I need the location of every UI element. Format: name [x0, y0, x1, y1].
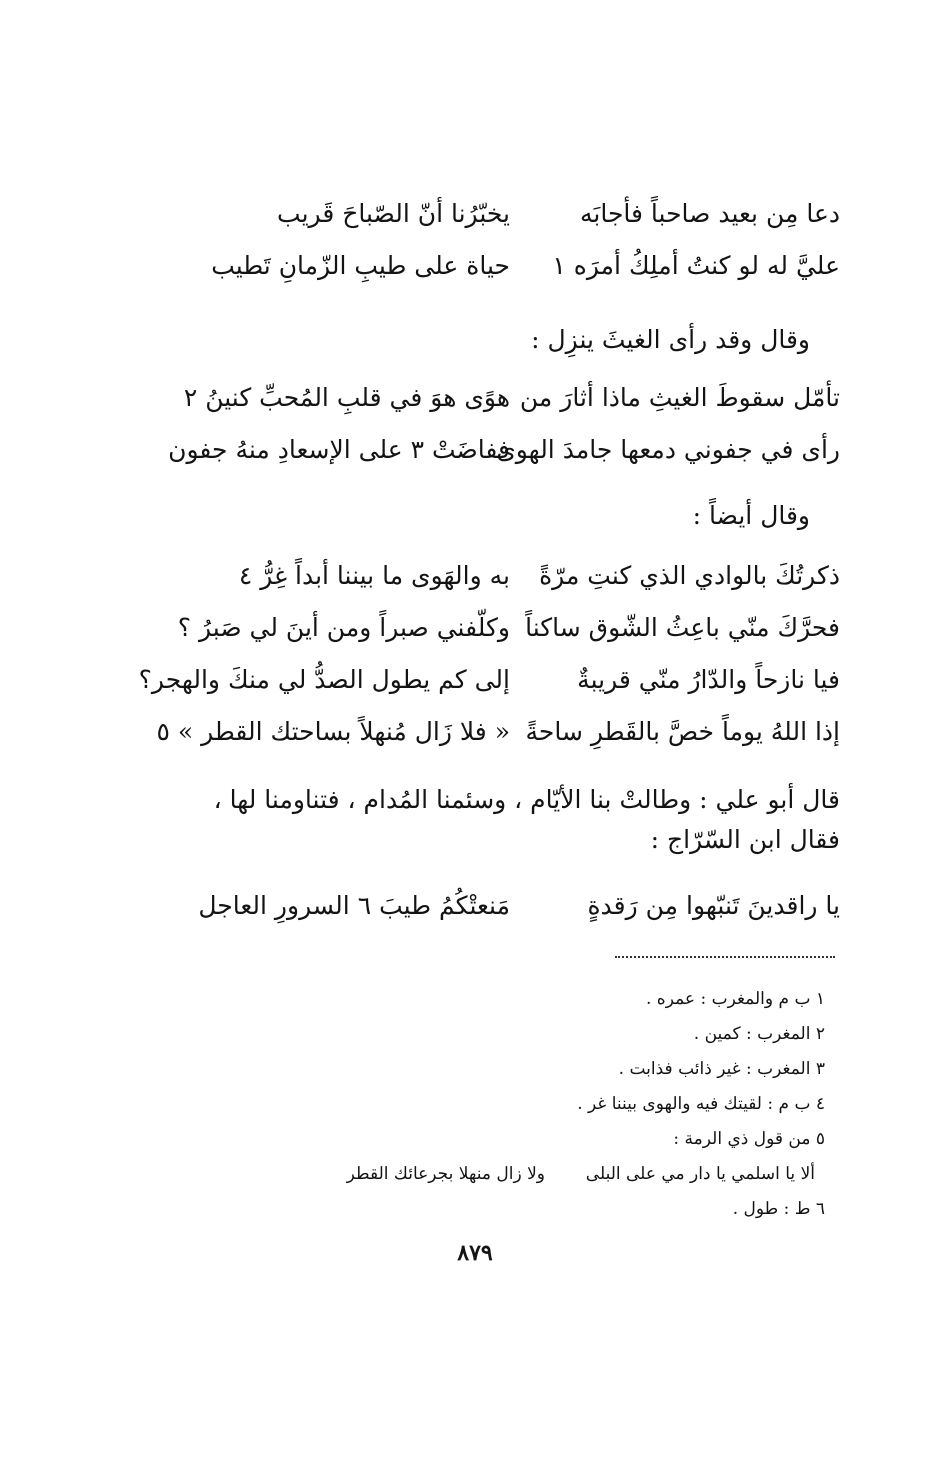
poem-introduction: وقال أيضاً :	[692, 501, 810, 530]
verse	[138, 654, 840, 706]
footnote: ٤ ب م : لقيتك فيه والهوى بيننا غر .	[577, 1094, 825, 1114]
verse-first-hemistich: إذا اللهُ يوماً خصَّ بالقَطرِ ساحةً	[525, 717, 840, 746]
footnote-verse-second: ولا زال منهلا بجرعائك القطر	[346, 1164, 545, 1184]
verse-second-hemistich: به والهَوى ما بيننا أبداً غِرُّ ٤	[238, 561, 510, 590]
verse	[180, 550, 840, 602]
verse	[180, 372, 840, 424]
verse-first-hemistich: دعا مِن بعيد صاحباً فأجابَه	[579, 199, 840, 228]
footnote-separator	[615, 956, 835, 958]
verse-first-hemistich: فيا نازحاً والدّارُ منّي قريبةٌ	[577, 665, 840, 694]
poem-introduction: وقال وقد رأى الغيثَ ينزِل :	[531, 325, 810, 354]
verse	[168, 424, 840, 476]
verse-first-hemistich: تأمّل سقوطَ الغيثِ ماذا أثارَ من	[519, 383, 840, 412]
prose-line: فقال ابن السّرّاج :	[650, 825, 840, 854]
poem-4	[180, 880, 840, 932]
verse-first-hemistich: يا راقدينَ تَنبّهوا مِن رَقدةٍ	[587, 891, 840, 920]
footnote: ١ ب م والمغرب : عمره .	[645, 989, 825, 1009]
footnotes	[205, 982, 825, 1227]
footnote-quoted-verse	[205, 1157, 825, 1192]
verse-second-hemistich: إلى كم يطول الصدُّ لي منكَ والهجر؟	[138, 665, 510, 694]
verse-second-hemistich: « فلا زَال مُنهلاً بساحتك القطر » ٥	[156, 717, 510, 746]
verse	[180, 880, 840, 932]
verse-first-hemistich: رأى في جفوني دمعها جامدَ الهوى	[496, 435, 840, 464]
poem-2	[168, 372, 840, 476]
footnote: ٦ ط : طول .	[732, 1199, 825, 1219]
footnote-verse-first: ألا يا اسلمي يا دار مي على البلى	[585, 1164, 815, 1184]
footnote: ٥ من قول ذي الرمة :	[673, 1129, 825, 1149]
verse-second-hemistich: مَنعتْكُمُ طيبَ ٦ السرورِ العاجل	[198, 891, 510, 920]
verse-second-hemistich: حياة على طيبِ الزّمانِ تَطيب	[211, 251, 510, 280]
verse-second-hemistich: وكلّفني صبراً ومن أينَ لي صَبرُ ؟	[177, 613, 510, 642]
verse	[156, 706, 840, 758]
verse-second-hemistich: يخبّرُنا أنّ الصّباحَ قَريب	[277, 199, 510, 228]
footnote: ٢ المغرب : كمين .	[693, 1024, 825, 1044]
verse	[180, 188, 840, 240]
poem-3	[138, 550, 840, 758]
prose-line: قال أبو علي : وطالتْ بنا الأيّام ، وسئمنا المُدام ، فتناومنا لها ،	[213, 785, 840, 814]
poem-1	[180, 188, 840, 292]
verse-first-hemistich: ذكرتُكَ بالوادي الذي كنتِ مرّةً	[539, 561, 840, 590]
footnote: ٣ المغرب : غير ذائب فذابت .	[618, 1059, 825, 1079]
page-number: ٨٧٩	[457, 1240, 493, 1266]
verse	[177, 602, 840, 654]
prose-paragraph	[160, 776, 840, 864]
verse-first-hemistich: عليَّ له لو كنتُ أملِكُ أمرَه ١	[552, 251, 840, 280]
verse	[180, 240, 840, 292]
verse-second-hemistich: هوًى هوَ في قلبِ المُحبِّ كنينُ ٢	[183, 383, 510, 412]
verse-second-hemistich: ففاضَتْ ٣ على الإسعادِ منهُ جفون	[168, 435, 510, 464]
verse-first-hemistich: فحرَّكَ منّي باعِثُ الشّوق ساكناً	[525, 613, 840, 642]
